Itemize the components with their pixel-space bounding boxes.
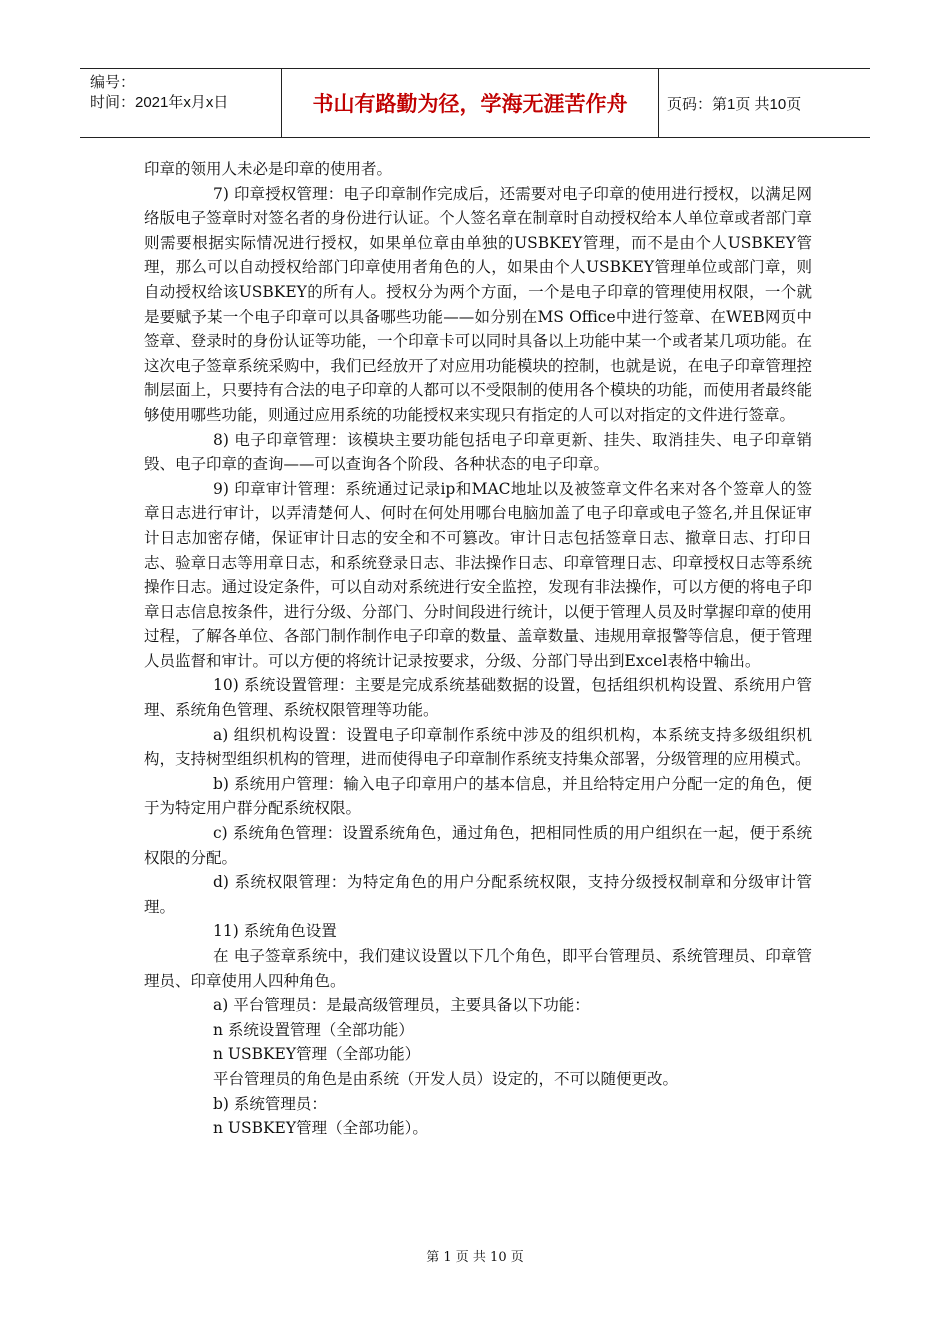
body-paragraph: 9) 印章审计管理：系统通过记录ip和MAC地址以及被签章文件名来对各个签章人的签章日志进行审计，以弄清楚何人、何时在何处用哪台电脑加盖了电子印章或电子签名,并且保证审计日志加密存储，保证审计日志的安全和不可篡改。审计日志包括签章日志、撤章日志、打印日志、验章日志等用章日志，和系统登录日志、非法操作日志、印章管理日志、印章授权日志等系统操作日志。通过设定条件，可以自动对系统进行安全监控，发现有非法操作，可以方便的将电子印章日志信息按条件，进行分级、分部门、分时间段进行统计，以便于管理人员及时掌握印章的使用过程，了解各单位、各部门制作制作电子印章的数量、盖章数量、违规用章报警等信息，便于管理人员监督和审计。可以方便的将统计记录按要求，分级、分部门导出到Excel表格中输出。	[144, 479, 812, 670]
body-paragraph: 在 电子签章系统中，我们建议设置以下几个角色，即平台管理员、系统管理员、印章管理员、印章使用人四种角色。	[144, 947, 812, 990]
body-paragraph: c) 系统角色管理：设置系统角色，通过角色，把相同性质的用户组织在一起，便于系统权限的分配。	[144, 824, 812, 867]
page-footer: 第 1 页 共 10 页	[426, 1250, 524, 1265]
body-paragraph: d) 系统权限管理：为特定角色的用户分配系统权限，支持分级授权制章和分级审计管理。	[144, 873, 812, 916]
body-paragraph: a) 平台管理员：是最高级管理员，主要具备以下功能：	[213, 996, 590, 1015]
page-header	[80, 68, 870, 138]
body-paragraph: b) 系统管理员：	[213, 1094, 327, 1113]
body-paragraph: 平台管理员的角色是由系统（开发人员）设定的，不可以随便更改。	[213, 1069, 679, 1088]
body-paragraph: n 系统设置管理（全部功能）	[213, 1020, 414, 1039]
header-info	[80, 69, 282, 137]
body-paragraph: b) 系统用户管理：输入电子印章用户的基本信息，并且给特定用户分配一定的角色，便于为特定用户群分配系统权限。	[144, 774, 812, 818]
header-motto: 书山有路勤为径，学海无涯苦作舟	[282, 69, 659, 137]
document-number: 编号：	[90, 74, 136, 91]
body-paragraph: n USBKEY管理（全部功能）	[213, 1045, 421, 1064]
body-paragraph: 8) 电子印章管理：该模块主要功能包括电子印章更新、挂失、取消挂失、电子印章销毁、电子印章的查询——可以查询各个阶段、各种状态的电子印章。	[144, 430, 812, 474]
body-paragraph: n USBKEY管理（全部功能）。	[213, 1119, 428, 1138]
header-page-number: 页码：第1页 共10页	[667, 95, 802, 113]
document-body	[144, 157, 812, 1141]
body-paragraph: 7) 印章授权管理：电子印章制作完成后，还需要对电子印章的使用进行授权，以满足网络版电子签章时对签名者的身份进行认证。个人签名章在制章时自动授权给本人单位章或者部门章则需要根据实际情况进行授权，如果单位章由单独的USBKEY管理，而不是由个人USBKEY管理，那么可以自动授权给部门印章使用者角色的人，如果由个人USBKEY管理单位或部门章，则自动授权给该USBKEY的所有人。授权分为两个方面，一个是电子印章的管理使用权限，一个就是要赋予某一个电子印章可以具备哪些功能——如分别在MS Office中进行签章、在WEB网页中签章、登录时的身份认证等功能，一个印章卡可以同时具备以上功能中某一个或者某几项功能。在这次电子签章系统采购中，我们已经放开了对应用功能模块的控制，也就是说，在电子印章管理控制层面上，只要持有合法的电子印章的人都可以不受限制的使用各个模块的功能，而使用者最终能够使用哪些功能，则通过应用系统的功能授权来实现只有指定的人可以对指定的文件进行签章。	[144, 184, 812, 424]
body-paragraph: 印章的领用人未必是印章的使用者。	[144, 160, 393, 178]
body-paragraph: 10) 系统设置管理：主要是完成系统基础数据的设置，包括组织机构设置、系统用户管理、系统角色管理、系统权限管理等功能。	[144, 676, 812, 720]
body-paragraph: 11) 系统角色设置	[213, 922, 337, 941]
body-paragraph: a) 组织机构设置：设置电子印章制作系统中涉及的组织机构，本系统支持多级组织机构，支持树型组织机构的管理，进而使得电子印章制作系统支持集众部署，分级管理的应用模式。	[144, 725, 812, 769]
document-time: 时间：2021年x月x日	[90, 94, 229, 111]
